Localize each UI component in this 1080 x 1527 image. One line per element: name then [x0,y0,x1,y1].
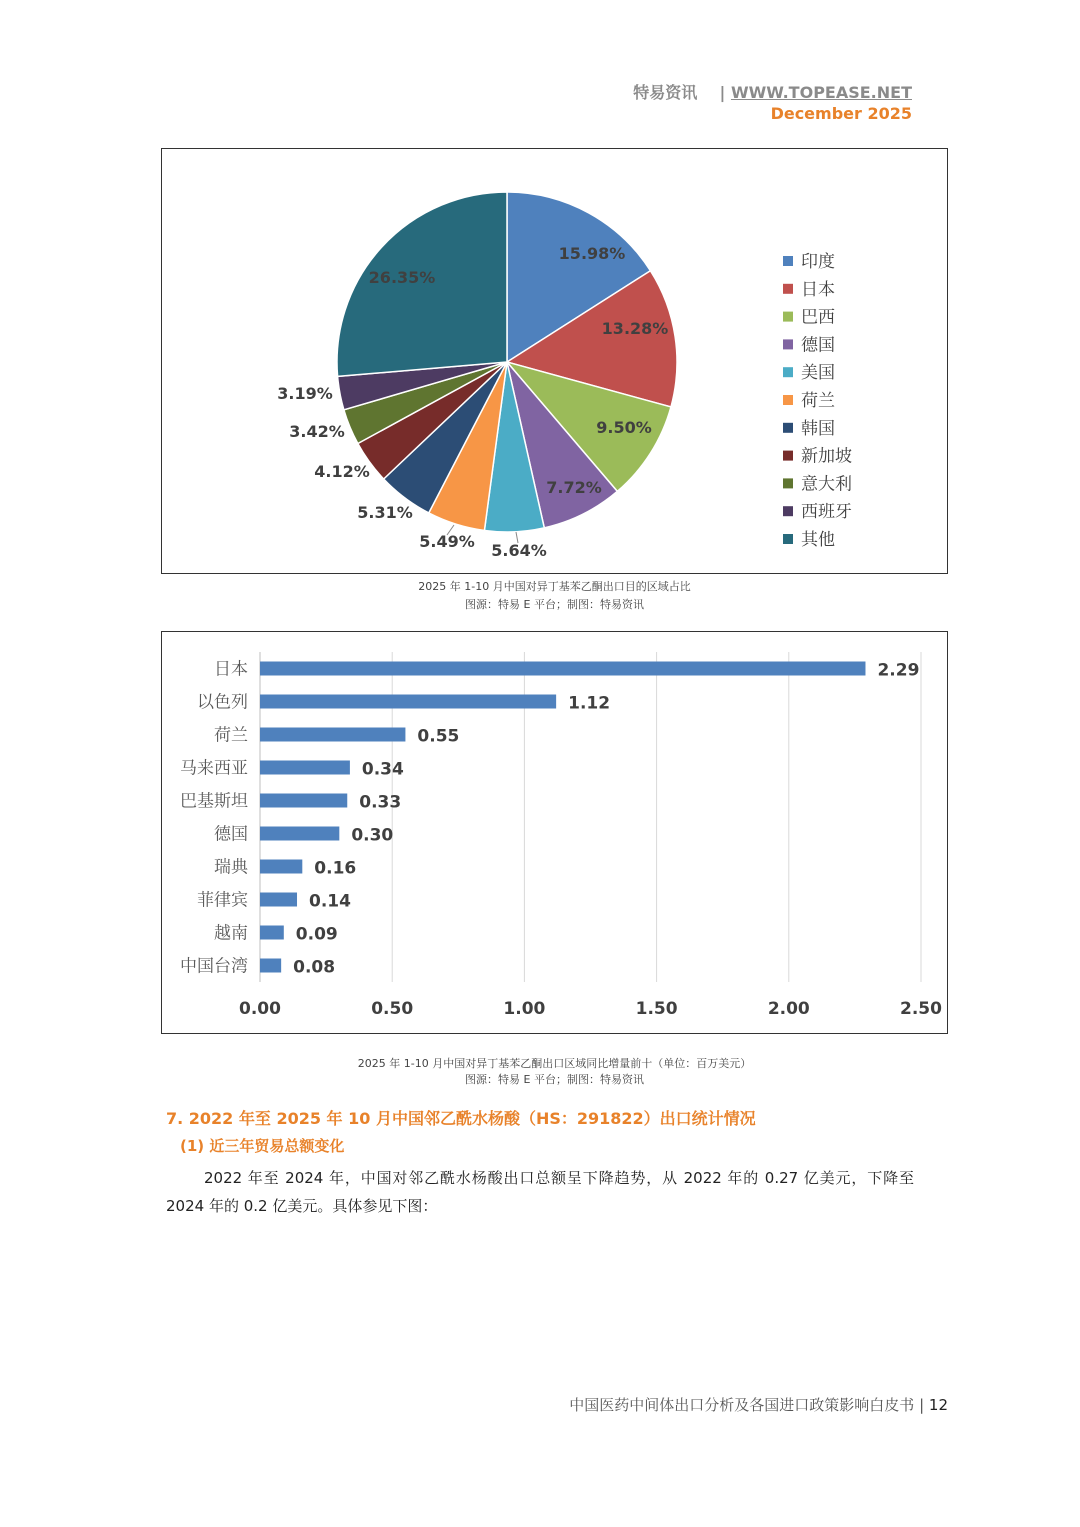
bar-8 [260,926,284,940]
footer [470,1394,948,1415]
pie-data-label-4: 5.64% [491,541,547,560]
site-link[interactable]: WWW.TOPEASE.NET [730,83,912,102]
legend-label-2: 巴西 [801,307,835,328]
legend-swatch-10 [783,534,793,544]
legend-label-7: 新加坡 [801,446,852,467]
legend-swatch-5 [783,395,793,405]
pie-data-label-5: 5.49% [419,532,475,551]
category-label-1: 以色列 [197,692,248,713]
category-label-5: 德国 [214,824,248,845]
bar-3 [260,761,350,775]
bar-0 [260,662,865,676]
header-date: December 2025 [770,104,912,123]
bar-1 [260,695,556,709]
pie-data-label-3: 7.72% [546,478,602,497]
page-number: 12 [928,1396,948,1414]
footer-text: 中国医药中间体出口分析及各国进口政策影响白皮书 | [569,1396,925,1414]
pie-data-label-0: 15.98% [558,244,626,263]
x-tick-label-3: 1.50 [635,999,678,1019]
bar-5 [260,827,339,841]
category-label-2: 荷兰 [214,725,248,746]
section-subtitle: (1) 近三年贸易总额变化 [180,1137,345,1155]
category-label-7: 菲律宾 [197,890,248,911]
pie-data-label-9: 3.19% [277,384,333,403]
header-separator: | [719,83,726,102]
bar-4 [260,794,347,808]
bar-caption-source: 图源：特易 E 平台；制图：特易资讯 [465,1073,644,1086]
section-paragraph: 2022 年至 2024 年，中国对邻乙酰水杨酸出口总额呈下降趋势，从 2022 年的 0.27 亿美元，下降至 2024 年的 0.2 亿美元。具体参见下图： [166,1169,914,1215]
bar-chart-svg [162,632,947,1033]
pie-data-label-2: 9.50% [596,418,652,437]
legend-label-0: 印度 [801,252,835,272]
category-label-8: 越南 [214,923,248,944]
bar-value-label-4: 0.33 [359,792,402,813]
bar-9 [260,959,281,973]
legend-label-1: 日本 [801,279,835,300]
bar-value-label-1: 1.12 [568,693,611,714]
pie-caption-source: 图源：特易 E 平台；制图：特易资讯 [465,598,644,611]
category-label-9: 中国台湾 [180,956,248,977]
pie-caption-title: 2025 年 1-10 月中国对异丁基苯乙酮出口目的区域占比 [418,580,691,593]
bar-value-label-5: 0.30 [351,825,394,846]
legend-label-5: 荷兰 [801,391,835,411]
category-label-3: 马来西亚 [180,758,248,779]
pie-chart-svg [162,149,947,573]
pie-data-label-1: 13.28% [601,319,669,338]
x-tick-label-2: 1.00 [503,999,546,1019]
pie-data-label-8: 3.42% [289,422,345,441]
bar-value-label-3: 0.34 [361,759,404,780]
pie-chart [161,148,948,574]
header-brand [560,80,912,103]
bar-value-label-9: 0.08 [293,957,336,978]
bar-value-label-2: 0.55 [417,726,460,747]
pie-data-label-10: 26.35% [368,268,436,287]
legend-swatch-3 [783,339,793,349]
bar-value-label-7: 0.14 [309,891,351,912]
legend-swatch-9 [783,506,793,516]
section-title: 7. 2022 年至 2025 年 10 月中国邻乙酰水杨酸（HS：291822）出口统计情况 [166,1109,756,1128]
legend-label-8: 意大利 [801,474,852,495]
legend-swatch-1 [783,284,793,294]
bar-2 [260,728,405,742]
category-label-6: 瑞典 [214,857,248,878]
bar-value-label-0: 2.29 [877,660,920,681]
legend-swatch-4 [783,367,793,377]
pie-data-label-6: 5.31% [357,503,413,522]
legend-swatch-7 [783,451,793,461]
bar-chart [161,631,948,1034]
bar-7 [260,893,297,907]
legend-swatch-6 [783,423,793,433]
legend-label-10: 其他 [801,530,835,550]
bar-value-label-8: 0.09 [295,924,338,945]
legend-label-4: 美国 [801,363,835,384]
brand-name: 特易资讯 [633,83,698,102]
bar-6 [260,860,302,874]
bar-value-label-6: 0.16 [314,858,357,879]
category-label-4: 巴基斯坦 [180,791,248,812]
x-tick-label-5: 2.50 [900,999,942,1019]
legend-label-3: 德国 [801,335,835,356]
legend-label-9: 西班牙 [801,502,852,523]
x-tick-label-4: 2.00 [767,999,810,1019]
pie-data-label-7: 4.12% [314,462,370,481]
category-label-0: 日本 [214,659,248,680]
x-tick-label-1: 0.50 [371,999,414,1019]
bar-caption-title: 2025 年 1-10 月中国对异丁基苯乙酮出口区域同比增量前十（单位：百万美元） [357,1057,752,1070]
legend-swatch-0 [783,256,793,266]
legend-swatch-8 [783,478,793,488]
legend-label-6: 韩国 [801,418,835,439]
legend-swatch-2 [783,312,793,322]
x-tick-label-0: 0.00 [239,999,281,1019]
